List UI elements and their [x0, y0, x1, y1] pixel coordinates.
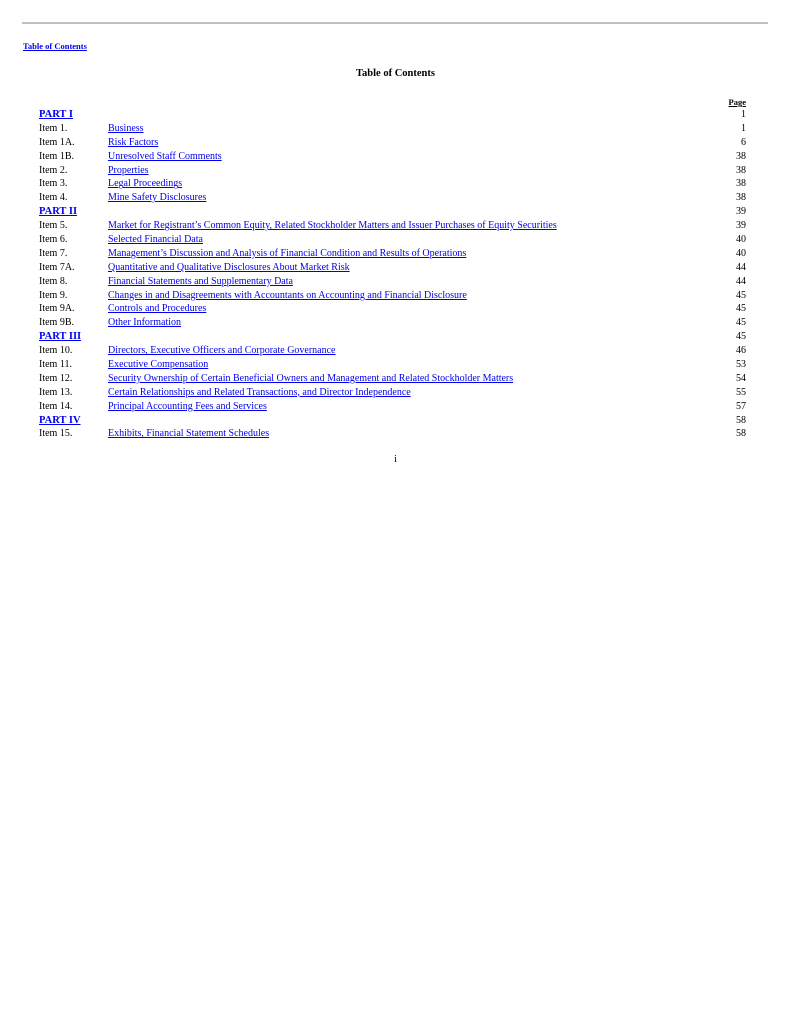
toc-page-number: 38: [736, 178, 746, 190]
toc-page-number: 46: [736, 345, 746, 357]
toc-item-number: Item 2.: [39, 164, 68, 176]
toc-item-number: Item 1A.: [39, 136, 75, 148]
toc-item-number: Item 12.: [39, 372, 73, 384]
toc-item-row: [39, 177, 746, 191]
toc-page-number: 38: [736, 192, 746, 204]
toc-page-number: 45: [736, 331, 746, 343]
toc-item-number: Item 9.: [39, 289, 68, 301]
toc-item-row: [39, 191, 746, 205]
toc-page-number: 40: [736, 247, 746, 259]
toc-item-row: [39, 400, 746, 414]
toc-item-row: [39, 289, 746, 303]
toc-page-number: 44: [736, 261, 746, 273]
toc-item-number: Item 7A.: [39, 261, 75, 273]
toc-item-link[interactable]: Other Information: [108, 317, 182, 329]
toc-item-number: Item 13.: [39, 386, 73, 398]
toc-item-link[interactable]: Selected Financial Data: [108, 234, 203, 246]
toc-item-link[interactable]: Security Ownership of Certain Beneficial Owners and Management and Related Stockholder Matters: [108, 372, 514, 384]
toc-part-link[interactable]: PART IV: [39, 414, 81, 426]
toc-item-link[interactable]: Legal Proceedings: [108, 178, 183, 190]
toc-list: [39, 108, 746, 441]
page-title: Table of Contents: [356, 68, 435, 79]
toc-item-link[interactable]: Unresolved Staff Comments: [108, 150, 222, 162]
toc-item-link[interactable]: Executive Compensation: [108, 359, 209, 371]
toc-item-link[interactable]: Mine Safety Disclosures: [108, 192, 207, 204]
toc-item-row: [39, 261, 746, 275]
toc-item-number: Item 3.: [39, 178, 68, 190]
table-of-contents-link[interactable]: Table of Contents: [23, 41, 87, 51]
toc-page-number: 45: [736, 303, 746, 315]
toc-item-row: [39, 372, 746, 386]
toc-item-row: [39, 344, 746, 358]
toc-item-number: Item 10.: [39, 345, 73, 357]
toc-item-row: [39, 233, 746, 247]
toc-page-number: 44: [736, 275, 746, 287]
toc-item-row: [39, 122, 746, 136]
toc-item-row: [39, 164, 746, 178]
toc-page-number: 58: [736, 414, 746, 426]
toc-item-row: [39, 247, 746, 261]
toc-part-row: [39, 205, 746, 219]
toc-part-link[interactable]: PART I: [39, 109, 73, 120]
toc-page-number: 45: [736, 289, 746, 301]
toc-part-row: [39, 414, 746, 428]
toc-page-number: 40: [736, 234, 746, 246]
toc-part-link[interactable]: PART II: [39, 206, 78, 218]
toc-item-link[interactable]: Quantitative and Qualitative Disclosures About Market Risk: [108, 261, 350, 273]
toc-item-number: Item 9A.: [39, 303, 75, 315]
toc-item-row: [39, 275, 746, 289]
toc-item-link[interactable]: Risk Factors: [108, 136, 159, 148]
toc-part-link[interactable]: PART III: [39, 331, 82, 343]
footer-page-number: i: [394, 454, 397, 465]
toc-item-number: Item 6.: [39, 234, 68, 246]
toc-item-number: Item 11.: [39, 359, 72, 371]
toc-item-link[interactable]: Controls and Procedures: [108, 303, 207, 315]
toc-item-row: [39, 150, 746, 164]
page-column-header: Page: [728, 97, 746, 107]
toc-page-number: 45: [736, 317, 746, 329]
toc-item-number: Item 14.: [39, 400, 73, 412]
toc-item-link[interactable]: Changes in and Disagreements with Accountants on Accounting and Financial Disclosure: [108, 289, 467, 301]
toc-page-number: 57: [736, 400, 746, 412]
toc-item-link[interactable]: Directors, Executive Officers and Corporate Governance: [108, 345, 336, 357]
toc-page-number: 38: [736, 164, 746, 176]
toc-item-row: [39, 316, 746, 330]
toc-item-number: Item 8.: [39, 275, 68, 287]
toc-item-number: Item 5.: [39, 220, 68, 232]
toc-item-row: [39, 219, 746, 233]
toc-item-row: [39, 386, 746, 400]
toc-item-link[interactable]: Properties: [108, 164, 149, 176]
toc-page-number: 54: [736, 372, 746, 384]
toc-item-number: Item 1.: [39, 122, 68, 134]
toc-part-row: [39, 108, 746, 122]
toc-item-link[interactable]: Business: [108, 122, 144, 134]
toc-item-link[interactable]: Certain Relationships and Related Transactions, and Director Independence: [108, 386, 411, 398]
toc-page-number: 53: [736, 359, 746, 371]
toc-item-link[interactable]: Financial Statements and Supplementary Data: [108, 275, 293, 287]
toc-item-row: [39, 358, 746, 372]
toc-item-row: [39, 427, 746, 441]
top-divider: [22, 22, 768, 24]
toc-item-number: Item 1B.: [39, 150, 74, 162]
toc-page-number: 38: [736, 150, 746, 162]
toc-item-row: [39, 136, 746, 150]
toc-page-number: 58: [736, 428, 746, 440]
toc-part-row: [39, 330, 746, 344]
toc-page-number: 39: [736, 206, 746, 218]
toc-item-number: Item 4.: [39, 192, 68, 204]
toc-page-number: 39: [736, 220, 746, 232]
toc-item-link[interactable]: Market for Registrant’s Common Equity, Related Stockholder Matters and Issuer Purchases of Equity Securities: [108, 220, 557, 232]
toc-item-link[interactable]: Management’s Discussion and Analysis of Financial Condition and Results of Operations: [108, 247, 467, 259]
toc-item-link[interactable]: Principal Accounting Fees and Services: [108, 400, 267, 412]
toc-item-number: Item 9B.: [39, 317, 74, 329]
toc-page-number: 55: [736, 386, 746, 398]
toc-item-link[interactable]: Exhibits, Financial Statement Schedules: [108, 428, 270, 440]
toc-page-number: 1: [741, 109, 746, 120]
toc-item-number: Item 7.: [39, 247, 68, 259]
toc-item-number: Item 15.: [39, 428, 73, 440]
toc-page-number: 6: [741, 136, 746, 148]
toc-item-row: [39, 302, 746, 316]
toc-page-number: 1: [741, 122, 746, 134]
